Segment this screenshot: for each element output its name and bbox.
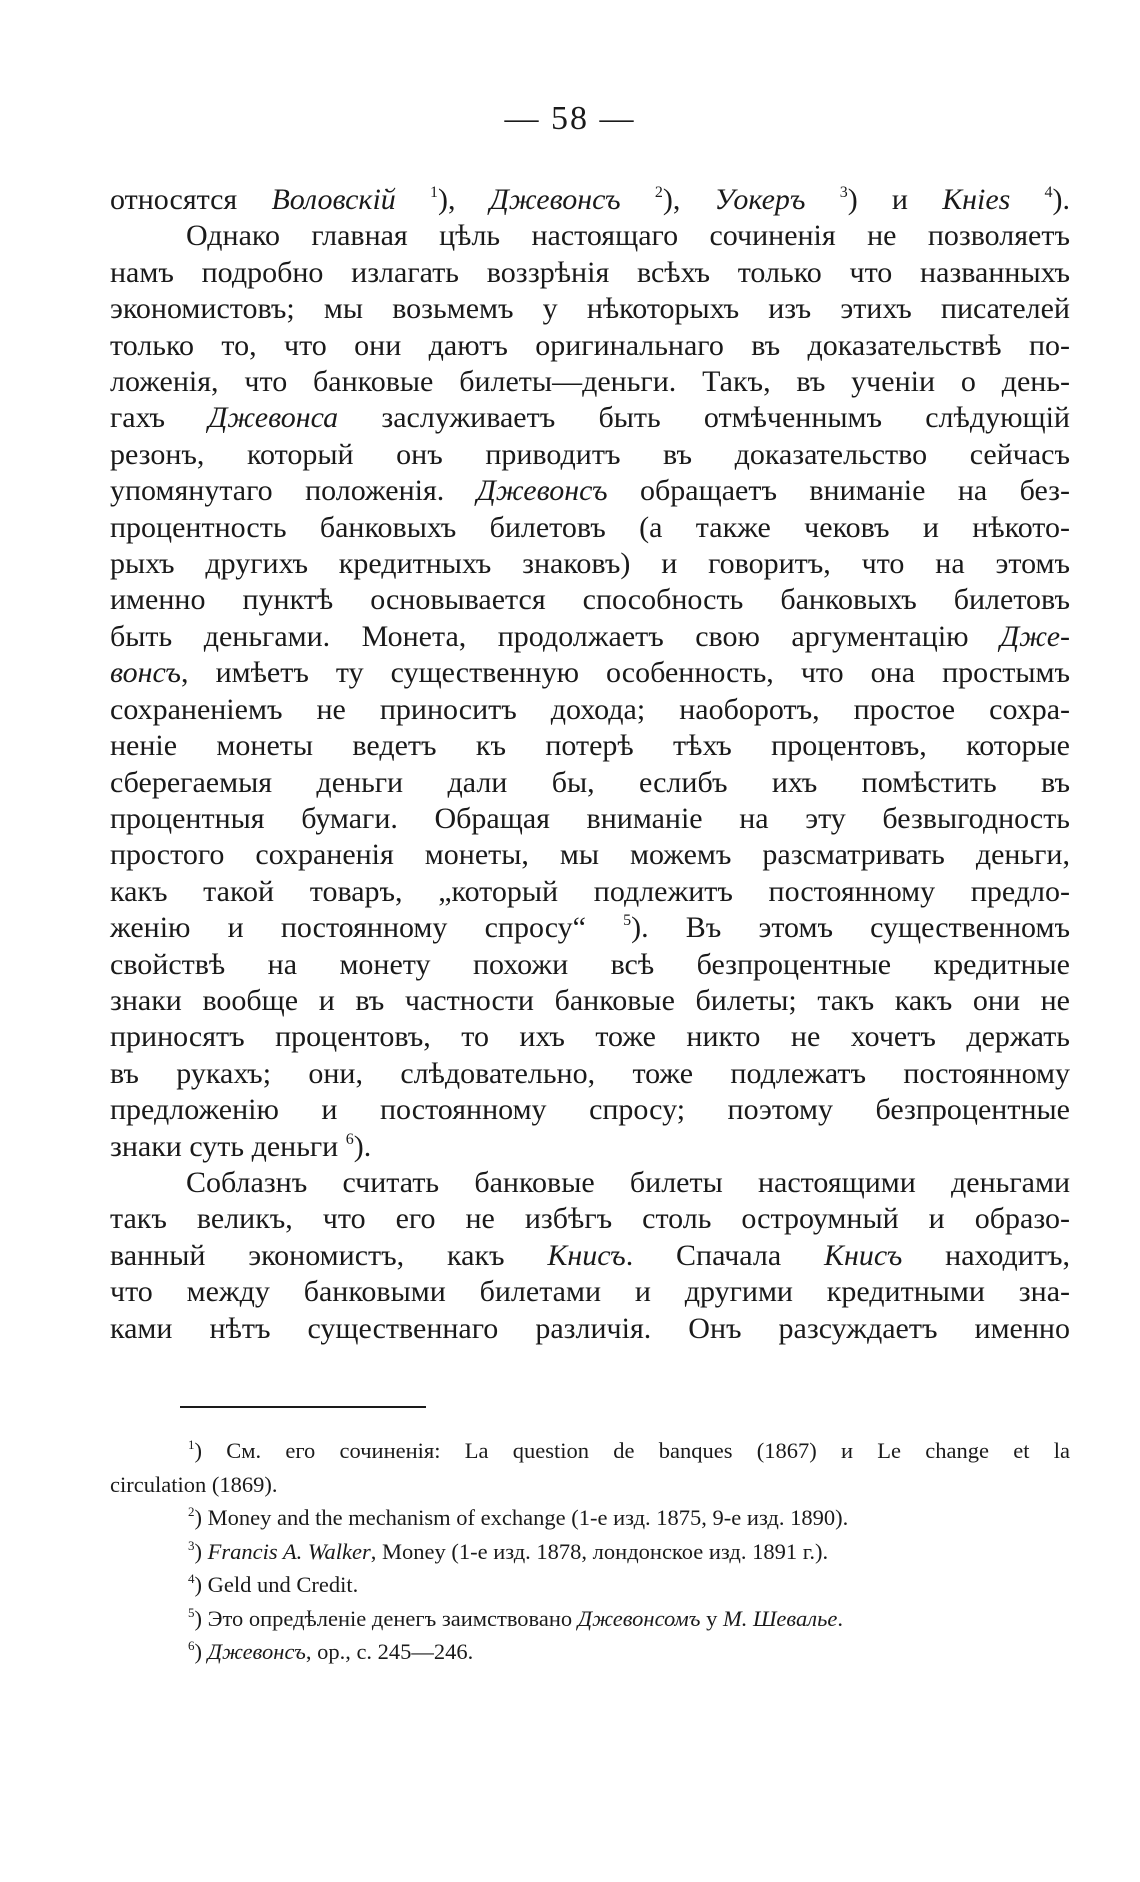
text-line: въ рукахъ; они, слѣдовательно, тоже подлежатъ постоянному <box>110 1056 1070 1090</box>
text-line: относятся Воловскій $^1$), Джевонсъ $^2$), Уокеръ $^3$) и Кніеѕ $^4$). <box>110 183 1071 216</box>
text-line: процентныя бумаги. Обращая вниманіе на эту безвыгодность <box>110 801 1070 835</box>
text-line: гахъ Джевонса заслуживаетъ быть отмѣченнымъ слѣдующій <box>110 401 1070 435</box>
footnote-6: $^6$) Джевонсъ, op., с. 245—246. <box>188 1638 474 1664</box>
text-line: знаки суть деньги $^6$). <box>110 1129 372 1163</box>
text-line: женію и постоянному спросу“ $^5$). Въ этомъ существенномъ <box>110 911 1070 945</box>
text-line: свойствѣ на монету похожи всѣ безпроцентные кредитные <box>110 947 1070 981</box>
text-line: такъ великъ, что его не избѣгъ столь остроумный и образо- <box>110 1202 1070 1236</box>
text-line: быть деньгами. Монета, продолжаетъ свою аргументацію Дже- <box>110 619 1070 653</box>
footnote-ref[interactable]: 6 <box>345 1130 354 1148</box>
text-line: приносятъ процентовъ, то ихъ тоже никто не хочетъ держать <box>110 1020 1070 1054</box>
text-line: знаки вообще и въ частности банковые билеты; такъ какъ они не <box>110 983 1070 1017</box>
text-line: процентность банковыхъ билетовъ (а также чековъ и нѣкото- <box>110 510 1070 544</box>
footnote-divider <box>180 1406 426 1408</box>
text-line: неніе монеты ведетъ къ потерѣ тѣхъ процентовъ, которые <box>110 729 1070 763</box>
text-line: Соблазнъ считать банковые билеты настоящими деньгами <box>186 1165 1070 1199</box>
footnote-1-cont: circulation (1869). <box>110 1471 278 1497</box>
text-line: сберегаемыя деньги дали бы, еслибъ ихъ помѣстить въ <box>110 765 1070 799</box>
text-line: простого сохраненія монеты, мы можемъ разсматривать деньги, <box>110 838 1070 872</box>
page-number: — 58 — <box>504 100 636 137</box>
text-line: вонсъ, имѣетъ ту существенную особенность, что она простымъ <box>110 656 1070 690</box>
text-line: только то, что они даютъ оригинальнаго въ доказательствѣ по- <box>110 328 1070 362</box>
text-line: намъ подробно излагать воззрѣнія всѣхъ только что названныхъ <box>110 255 1070 289</box>
text-line: упомянутаго положенія. Джевонсъ обращаетъ вниманіе на без- <box>110 474 1070 508</box>
footnotes <box>110 1434 1070 1669</box>
footnote-1: $^1$) См. его сочиненія: La question de banques (1867) и Le change et la <box>188 1437 1070 1463</box>
footnote-ref[interactable]: 1 <box>430 184 438 201</box>
text-line: какъ такой товаръ, „который подлежитъ постоянному предло- <box>110 874 1070 908</box>
footnote-2: $^2$) Money and the mechanism of exchange (1-е изд. 1875, 9-е изд. 1890). <box>188 1504 849 1530</box>
footnote-5: $^5$) Это опредѣленіе денегъ заимствовано Джевонсомъ у М. Шевалье. <box>188 1604 843 1631</box>
footnote-3: $^3$) Francis A. Walker, Money (1-е изд. 1878, лондонское изд. 1891 г.). <box>188 1537 829 1564</box>
text-line: ванный экономистъ, какъ Книсъ. Спачала Книсъ находитъ, <box>110 1238 1070 1272</box>
text-line: резонъ, который онъ приводитъ въ доказательство сейчасъ <box>110 437 1070 471</box>
main-text <box>110 182 1070 1347</box>
text-line: ложенія, что банковые билеты—деньги. Такъ, въ ученіи о день- <box>110 365 1070 399</box>
footnote-ref[interactable]: 5 <box>623 912 632 930</box>
footnote-ref[interactable]: 3 <box>839 184 848 201</box>
text-line: ками нѣтъ существеннаго различія. Онъ разсуждаетъ именно <box>110 1311 1070 1345</box>
footnote-ref[interactable]: 4 <box>1044 184 1053 201</box>
text-line: сохраненіемъ не приноситъ дохода; наоборотъ, простое сохра- <box>110 692 1070 726</box>
text-line: именно пунктѣ основывается способность банковыхъ билетовъ <box>110 583 1070 617</box>
text-line: предложенію и постоянному спросу; поэтому безпроцентные <box>110 1093 1070 1127</box>
text-line: что между банковыми билетами и другими кредитными зна- <box>110 1275 1070 1309</box>
text-line: рыхъ другихъ кредитныхъ знаковъ) и говоритъ, что на этомъ <box>110 547 1070 581</box>
text-line: Однако главная цѣль настоящаго сочиненія не позволяетъ <box>186 219 1070 253</box>
footnote-4: $^4$) Geld und Credit. <box>188 1571 359 1597</box>
text-line: экономистовъ; мы возьмемъ у нѣкоторыхъ изъ этихъ писателей <box>110 292 1070 326</box>
footnote-ref[interactable]: 2 <box>654 184 663 201</box>
